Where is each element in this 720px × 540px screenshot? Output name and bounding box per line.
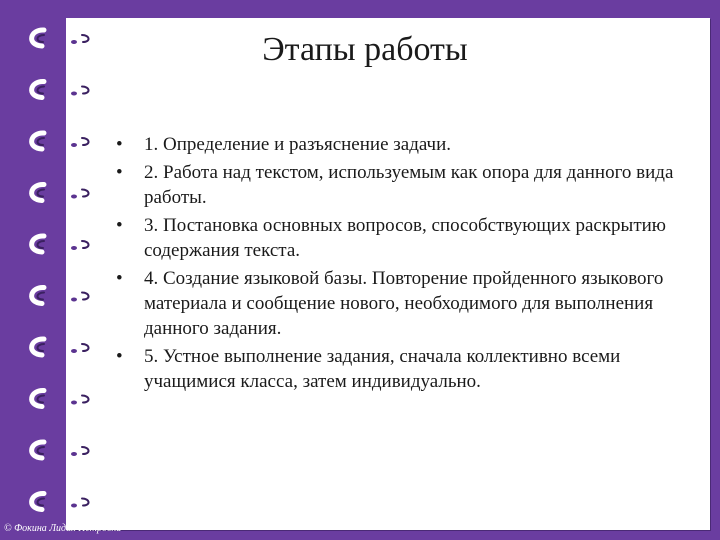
ring-right-shadow <box>82 447 89 454</box>
ring-right-hook <box>80 184 94 200</box>
bullet-marker: • <box>116 346 123 367</box>
ring-left-shadow <box>37 138 44 145</box>
ring-right-shadow <box>82 138 89 145</box>
bullet-marker: • <box>116 268 123 289</box>
ring-left-shadow <box>37 499 44 506</box>
ring-left-shadow <box>37 190 44 197</box>
ring-left-shadow <box>37 396 44 403</box>
binding-hole <box>71 504 77 508</box>
binding-hole <box>71 298 77 302</box>
ring-right-hook <box>80 339 94 355</box>
spiral-binding <box>0 0 110 540</box>
ring-left-shadow <box>37 293 44 300</box>
ring-left-shadow <box>37 447 44 454</box>
ring-right-shadow <box>82 87 89 94</box>
ring-right-shadow <box>82 35 89 42</box>
ring-right-shadow <box>82 241 89 248</box>
list-item-text: 3. Постановка основных вопросов, способствующих раскрытию содержания текста. <box>144 215 666 261</box>
ring-right-hook <box>80 133 94 149</box>
ring-left-shadow <box>37 344 44 351</box>
bullet-marker: • <box>116 134 123 155</box>
ring-right-shadow <box>82 293 89 300</box>
ring-right-shadow <box>82 344 89 351</box>
spiral-rings-svg <box>0 0 110 540</box>
bullet-marker: • <box>116 162 123 183</box>
list-item-text: 4. Создание языковой базы. Повторение пройденного языкового материала и сообщение нового, необходимого для выполнения данного задания. <box>144 268 664 339</box>
list-item <box>112 344 692 394</box>
bullet-marker: • <box>116 215 123 236</box>
ring-right-shadow <box>82 396 89 403</box>
list-item-text: 2. Работа над текстом, используемым как опора для данного вида работы. <box>144 162 674 208</box>
binding-hole <box>71 40 77 44</box>
ring-right-hook <box>80 236 94 252</box>
binding-hole <box>71 452 77 456</box>
ring-right-hook <box>80 287 94 303</box>
ring-right-hook <box>80 390 94 406</box>
stages-list <box>112 132 692 397</box>
ring-left-shadow <box>37 241 44 248</box>
ring-right-shadow <box>82 190 89 197</box>
list-item-text: 5. Устное выполнение задания, сначала коллективно всеми учащимися класса, затем индивидуально. <box>144 346 621 392</box>
author-credit: © Фокина Лидия Петровна <box>4 523 122 534</box>
binding-hole <box>71 195 77 199</box>
ring-right-hook <box>80 81 94 97</box>
slide-title: Этапы работы <box>262 31 468 68</box>
binding-hole <box>71 246 77 250</box>
binding-hole <box>71 143 77 147</box>
binding-hole <box>71 401 77 405</box>
ring-right-hook <box>80 442 94 458</box>
binding-hole <box>71 349 77 353</box>
binding-hole <box>71 92 77 96</box>
ring-right-shadow <box>82 499 89 506</box>
ring-right-hook <box>80 493 94 509</box>
list-item <box>112 266 692 341</box>
list-item <box>112 160 692 210</box>
list-item <box>112 213 692 263</box>
ring-left-shadow <box>37 35 44 42</box>
ring-left-shadow <box>37 87 44 94</box>
list-item-text: 1. Определение и разъяснение задачи. <box>144 134 452 155</box>
ring-right-hook <box>80 30 94 46</box>
list-item <box>112 132 692 157</box>
